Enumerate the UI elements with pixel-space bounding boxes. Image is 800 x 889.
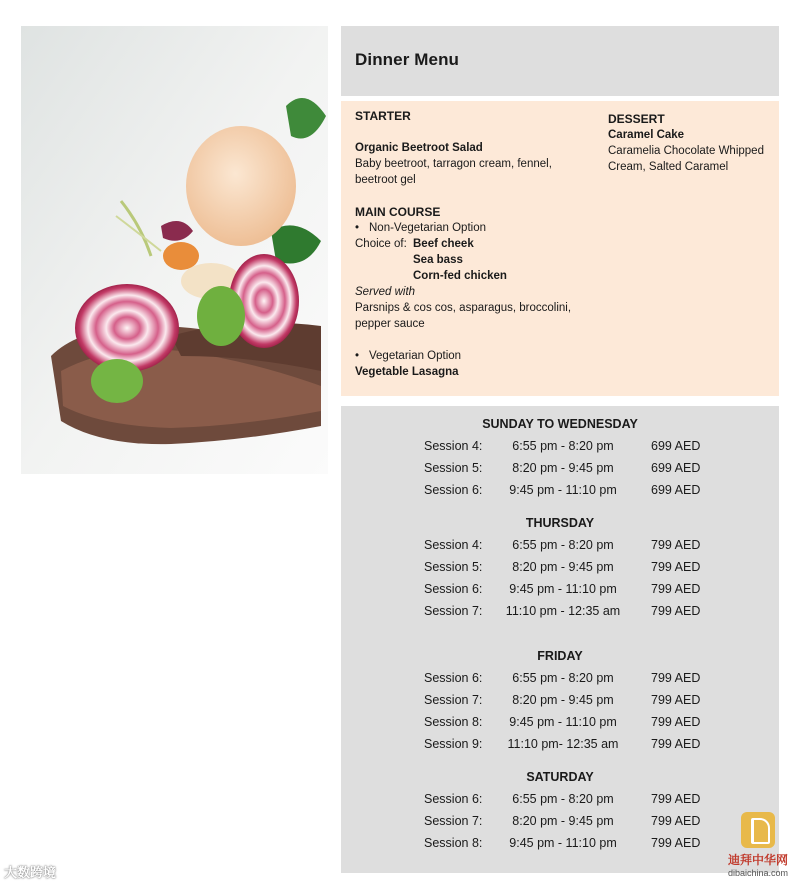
schedule-row [341, 693, 779, 709]
session-time: 8:20 pm - 9:45 pm [512, 814, 614, 828]
schedule-row [341, 439, 779, 455]
session-label: Session 4: [424, 538, 483, 552]
veg-dish: Vegetable Lasagna [355, 366, 459, 378]
menu-left-column [355, 108, 590, 380]
menu-right-column [608, 111, 778, 175]
session-time: 6:55 pm - 8:20 pm [512, 671, 614, 685]
schedule-row [341, 737, 779, 753]
session-label: Session 5: [424, 560, 483, 574]
session-label: Session 9: [424, 737, 483, 751]
served-with-description: Parsnips & cos cos, asparagus, broccolini, pepper sauce [355, 302, 572, 330]
session-price: 799 AED [651, 538, 701, 552]
schedule-row [341, 604, 779, 620]
choice-label: Choice of: [355, 238, 407, 250]
session-price: 799 AED [651, 814, 701, 828]
session-time: 6:55 pm - 8:20 pm [512, 439, 614, 453]
session-price: 699 AED [651, 483, 701, 497]
session-price: 799 AED [651, 715, 701, 729]
session-label: Session 6: [424, 792, 483, 806]
schedule-row [341, 792, 779, 808]
schedule-row [341, 582, 779, 598]
schedule-row [341, 560, 779, 576]
session-price: 799 AED [651, 582, 701, 596]
session-label: Session 4: [424, 439, 483, 453]
session-time: 11:10 pm - 12:35 am [505, 604, 621, 618]
schedule-row [341, 715, 779, 731]
schedule-row [341, 814, 779, 830]
schedule-row [341, 461, 779, 477]
session-time: 9:45 pm - 11:10 pm [509, 836, 617, 850]
schedule-row [341, 483, 779, 499]
non-veg-option-label: • Non-Vegetarian Option [355, 220, 590, 236]
dessert-heading: DESSERT [608, 112, 665, 126]
session-label: Session 7: [424, 693, 483, 707]
session-price: 799 AED [651, 604, 701, 618]
session-label: Session 6: [424, 483, 483, 497]
session-schedule [341, 406, 779, 873]
watermark-right-chinese: 迪拜中华网 [727, 853, 788, 867]
schedule-day-heading: SATURDAY [526, 770, 594, 784]
schedule-day-heading: THURSDAY [525, 516, 595, 530]
schedule-day-heading: SUNDAY TO WEDNESDAY [482, 417, 638, 431]
schedule-row [341, 671, 779, 687]
session-label: Session 6: [424, 582, 483, 596]
session-time: 9:45 pm - 11:10 pm [509, 582, 617, 596]
session-price: 799 AED [651, 836, 701, 850]
session-label: Session 7: [424, 814, 483, 828]
schedule-row [341, 836, 779, 852]
served-with-label: Served with [355, 286, 416, 298]
title-banner [341, 26, 779, 96]
session-label: Session 8: [424, 715, 483, 729]
session-time: 8:20 pm - 9:45 pm [512, 560, 614, 574]
choice-sea-bass: Sea bass [413, 254, 463, 266]
dessert-description: Caramelia Chocolate Whipped Cream, Salted Caramel [608, 145, 764, 173]
session-time: 8:20 pm - 9:45 pm [512, 693, 614, 707]
session-label: Session 8: [424, 836, 483, 850]
session-price: 799 AED [651, 671, 701, 685]
session-time: 11:10 pm- 12:35 am [507, 737, 619, 751]
session-price: 799 AED [651, 560, 701, 574]
session-price: 799 AED [651, 737, 701, 751]
starter-description: Baby beetroot, tarragon cream, fennel, beetroot gel [355, 158, 552, 186]
session-label: Session 5: [424, 461, 483, 475]
session-price: 699 AED [651, 439, 701, 453]
session-time: 9:45 pm - 11:10 pm [509, 483, 617, 497]
menu-panel [341, 101, 779, 396]
schedule-row [341, 538, 779, 554]
watermark-left: 大数跨境 [4, 865, 57, 880]
dessert-dish: Caramel Cake [608, 129, 685, 141]
veg-option-label: • Vegetarian Option [355, 348, 590, 364]
choice-corn-fed-chicken: Corn-fed chicken [413, 270, 507, 282]
session-label: Session 7: [424, 604, 483, 618]
watermark-right-url: dibaichina.com [727, 868, 789, 878]
session-label: Session 6: [424, 671, 483, 685]
choice-beef-cheek: Beef cheek [413, 238, 474, 250]
page-title: Dinner Menu [355, 50, 460, 69]
session-time: 8:20 pm - 9:45 pm [512, 461, 614, 475]
starter-dish: Organic Beetroot Salad [355, 142, 483, 154]
watermark-right [722, 812, 794, 878]
schedule-day-heading: FRIDAY [537, 649, 583, 663]
session-price: 799 AED [651, 693, 701, 707]
session-price: 799 AED [651, 792, 701, 806]
dish-photo [21, 26, 328, 474]
starter-heading: STARTER [355, 109, 411, 123]
choice-row [355, 236, 590, 252]
main-course-heading: MAIN COURSE [355, 205, 441, 219]
session-time: 6:55 pm - 8:20 pm [512, 792, 614, 806]
session-time: 9:45 pm - 11:10 pm [509, 715, 617, 729]
sail-logo-icon [741, 812, 775, 848]
session-price: 699 AED [651, 461, 701, 475]
session-time: 6:55 pm - 8:20 pm [512, 538, 614, 552]
